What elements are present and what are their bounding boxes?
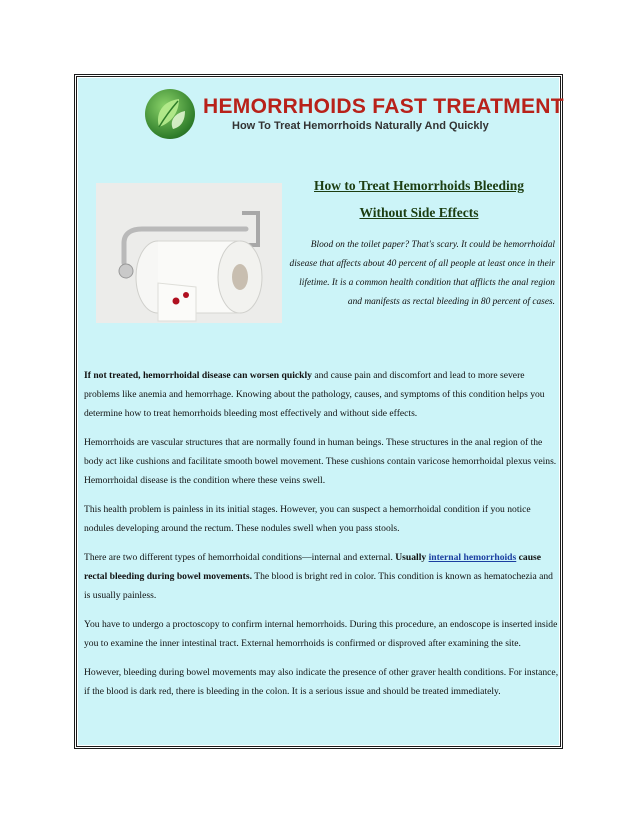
article-title-line-2: Without Side Effects: [359, 205, 479, 220]
paragraph-1: [84, 366, 560, 423]
paragraph-2: Hemorrhoids are vascular structures that are normally found in human beings. These structures in the anal region of the body act like cushions and facilitate smooth bowel movement. These cushions contain varicose hemorrhoidal plexus veins. Hemorrhoidal disease is the condition where these veins swell.: [84, 437, 557, 486]
paragraph-4: [84, 548, 560, 605]
toilet-paper-image: [96, 183, 282, 323]
paragraph-1-bold: If not treated, hemorrhoidal disease can worsen quickly: [84, 370, 312, 381]
paragraph-4-bold-end: cause rectal bleeding during bowel movements.: [84, 552, 542, 582]
logo-title: HEMORRHOIDS FAST TREATMENT: [203, 95, 564, 118]
logo-subtitle: How To Treat Hemorrhoids Naturally And Quickly: [232, 120, 489, 132]
paragraph-6: However, bleeding during bowel movements may also indicate the presence of other graver health conditions. For instance, if the blood is dark red, there is bleeding in the colon. It is a serious issue and should be treated immediately.: [84, 667, 559, 697]
site-logo[interactable]: [145, 89, 564, 143]
article-title-line-1: How to Treat Hemorrhoids Bleeding: [314, 178, 524, 193]
article-body: [84, 366, 560, 711]
internal-hemorrhoids-link[interactable]: internal hemorrhoids: [428, 552, 517, 563]
intro-paragraph: Blood on the toilet paper? That's scary. It could be hemorrhoidal disease that affects about 40 percent of all people at least once in their lifetime. It is a common health condition that afflicts the anal region and manifests as rectal bleeding in 80 percent of cases.: [289, 240, 555, 307]
paragraph-5: You have to undergo a proctoscopy to confirm internal hemorrhoids. During this procedure, an endoscope is inserted inside you to examine the inner intestinal tract. External hemorrhoids is confirmed or disproved after examining the site.: [84, 619, 558, 649]
paragraph-1-text: and cause pain and discomfort and lead to more severe problems like anemia and hemorrhage. Knowing about the pathology, causes, and symptoms of this condition helps you determine how to treat hemorrhoids bleeding most effectively and without side effects.: [84, 370, 545, 419]
paragraph-4-text-start: There are two different types of hemorrhoidal conditions—internal and external.: [84, 552, 396, 563]
leaf-logo-icon: [145, 89, 195, 139]
paragraph-4-text-end: The blood is bright red in color. This condition is known as hematochezia and is usually painless.: [84, 571, 553, 601]
paragraph-3: This health problem is painless in its initial stages. However, you can suspect a hemorrhoidal condition if you notice nodules developing around the rectum. These nodules swell when you pass stools.: [84, 504, 531, 534]
article-title: [288, 172, 550, 226]
paragraph-4-bold-start: Usually: [395, 552, 429, 563]
